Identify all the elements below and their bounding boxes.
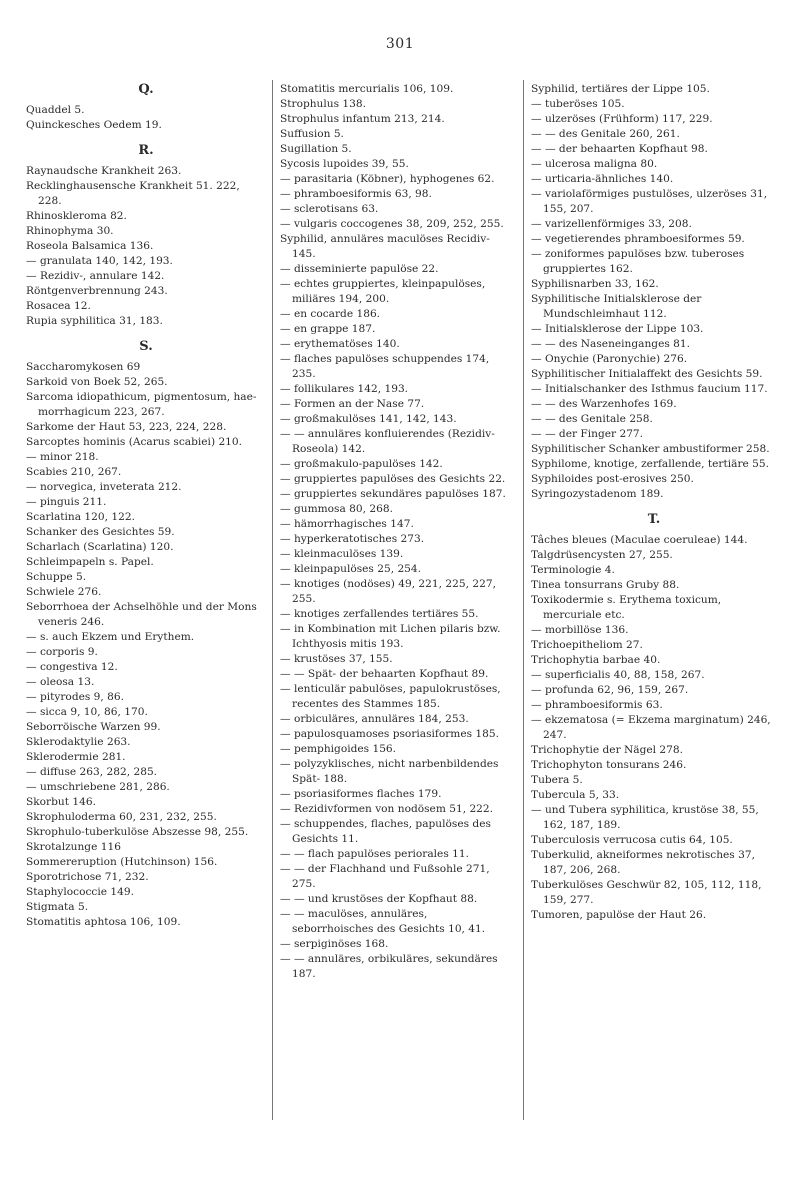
- index-entry: Syphilid, tertiäres der Lippe 105.: [531, 83, 710, 95]
- index-entry: Tuberkulid, akneiformes nekrotisches 37, 187, 206, 268.: [531, 849, 755, 876]
- index-entry: Tinea tonsurrans Gruby 88.: [531, 579, 680, 591]
- index-entry: Trichophytie der Nägel 278.: [531, 744, 683, 756]
- index-entry: — pityrodes 9, 86.: [26, 691, 124, 703]
- index-entry: — — Spät- der behaarten Kopfhaut 89.: [280, 668, 489, 680]
- index-entry: — hyperkeratotisches 273.: [280, 533, 425, 545]
- index-entry: — en cocarde 186.: [280, 308, 381, 320]
- index-entry: — — flach papulöses periorales 11.: [280, 848, 469, 860]
- index-entry: Trichoepitheliom 27.: [531, 639, 643, 651]
- index-entry: Syphilid, annuläres maculöses Recidiv- 145.: [280, 233, 490, 260]
- index-column-1: [26, 82, 266, 930]
- index-entry: Scabies 210, 267.: [26, 466, 122, 478]
- index-entry: — flaches papulöses schuppendes 174, 235.: [280, 353, 490, 380]
- index-entry: — — maculöses, annuläres, seborrhoisches des Gesichts 10, 41.: [280, 908, 486, 935]
- index-entry: Schuppe 5.: [26, 571, 87, 583]
- index-entry: — en grappe 187.: [280, 323, 376, 335]
- index-entry: Tubercula 5, 33.: [531, 789, 620, 801]
- index-entry: — — der Finger 277.: [531, 428, 644, 440]
- index-entry: Scharlach (Scarlatina) 120.: [26, 541, 174, 553]
- index-entry: — vulgaris coccogenes 38, 209, 252, 255.: [280, 218, 504, 230]
- column-divider: [523, 80, 524, 1120]
- index-entry: — corporis 9.: [26, 646, 98, 658]
- index-entry: — sicca 9, 10, 86, 170.: [26, 706, 148, 718]
- index-entry: Syphilisnarben 33, 162.: [531, 278, 659, 290]
- index-entry: Recklinghausensche Krankheit 51. 222, 228.: [26, 180, 240, 207]
- index-entry: Syphilome, knotige, zerfallende, tertiäre 55.: [531, 458, 770, 470]
- index-entry: — granulata 140, 142, 193.: [26, 255, 173, 267]
- index-entry: Suffusion 5.: [280, 128, 344, 140]
- index-entry: — — des Warzenhofes 169.: [531, 398, 677, 410]
- index-entry: Roseola Balsamica 136.: [26, 240, 154, 252]
- index-entry: — sclerotisans 63.: [280, 203, 379, 215]
- index-entry: Skrophulo-tuberkulöse Abszesse 98, 255.: [26, 826, 249, 838]
- index-entry: Syphiloides post-erosives 250.: [531, 473, 694, 485]
- index-entry: — echtes gruppiertes, kleinpapulöses, miliäres 194, 200.: [280, 278, 486, 305]
- page-number: 301: [385, 36, 415, 52]
- index-entry: — — des Naseneinganges 81.: [531, 338, 690, 350]
- index-entry: Tumoren, papulöse der Haut 26.: [531, 909, 707, 921]
- index-entry: Sarcoma idiopathicum, pigmentosum, hae-morrhagicum 223, 267.: [26, 391, 257, 418]
- index-entry: — schuppendes, flaches, papulöses des Gesichts 11.: [280, 818, 491, 845]
- index-entry: — — des Genitale 258.: [531, 413, 653, 425]
- column-divider: [272, 80, 273, 1120]
- index-entry: Quaddel 5.: [26, 104, 85, 116]
- index-entry: Schleimpapeln s. Papel.: [26, 556, 154, 568]
- index-entry: — erythematöses 140.: [280, 338, 400, 350]
- index-entry: — profunda 62, 96, 159, 267.: [531, 684, 689, 696]
- index-entry: Scarlatina 120, 122.: [26, 511, 135, 523]
- index-column-3: [531, 82, 777, 923]
- index-entry: Terminologie 4.: [531, 564, 615, 576]
- index-entry: Skorbut 146.: [26, 796, 96, 808]
- index-entry: — — annuläres, orbikuläres, sekundäres 187.: [280, 953, 498, 980]
- index-entry: — papulosquamoses psoriasiformes 185.: [280, 728, 499, 740]
- index-entry: — phramboesiformis 63, 98.: [280, 188, 432, 200]
- index-entry: — pemphigoides 156.: [280, 743, 397, 755]
- index-entry: Stomatitis aphtosa 106, 109.: [26, 916, 181, 928]
- index-entry: — orbiculäres, annuläres 184, 253.: [280, 713, 469, 725]
- index-entry: — zoniformes papulöses bzw. tuberoses gruppiertes 162.: [531, 248, 745, 275]
- index-entry: Sklerodermie 281.: [26, 751, 126, 763]
- index-entry: Talgdrüsencysten 27, 255.: [531, 549, 673, 561]
- index-entry: — gruppiertes papulöses des Gesichts 22.: [280, 473, 506, 485]
- index-entry: — gummosa 80, 268.: [280, 503, 393, 515]
- index-entry: Quinckesches Oedem 19.: [26, 119, 162, 131]
- index-entry: Trichophytia barbae 40.: [531, 654, 661, 666]
- index-entry: — ulcerosa maligna 80.: [531, 158, 658, 170]
- index-entry: Rhinoskleroma 82.: [26, 210, 127, 222]
- index-entry: Seborröische Warzen 99.: [26, 721, 161, 733]
- index-entry: Tâches bleues (Maculae coeruleae) 144.: [531, 534, 748, 546]
- index-entry: — pinguis 211.: [26, 496, 107, 508]
- index-entry: Saccharomykosen 69: [26, 361, 141, 373]
- index-entry: Sycosis lupoides 39, 55.: [280, 158, 409, 170]
- index-entry: Syphilitischer Schanker ambustiformer 258.: [531, 443, 770, 455]
- index-entry: — kleinpapulöses 25, 254.: [280, 563, 422, 575]
- index-entry: — morbillöse 136.: [531, 624, 629, 636]
- index-entry: — vegetierendes phramboesiformes 59.: [531, 233, 745, 245]
- index-entry: Staphylococcie 149.: [26, 886, 134, 898]
- index-entry: — tuberöses 105.: [531, 98, 625, 110]
- section-letter: S.: [139, 339, 153, 354]
- index-entry: — — annuläres konfluierendes (Rezidiv-Roseola) 142.: [280, 428, 495, 455]
- index-entry: Syphilitische Initialsklerose der Mundschleimhaut 112.: [531, 293, 702, 320]
- index-entry: — s. auch Ekzem und Erythem.: [26, 631, 195, 643]
- index-entry: — follikulares 142, 193.: [280, 383, 409, 395]
- index-entry: — variolaförmiges pustulöses, ulzeröses 31, 155, 207.: [531, 188, 768, 215]
- index-entry: — psoriasiformes flaches 179.: [280, 788, 442, 800]
- index-entry: — lenticulär pabulöses, papulokrustöses, recentes des Stammes 185.: [280, 683, 501, 710]
- section-letter: T.: [647, 512, 661, 527]
- index-entry: — norvegica, inveterata 212.: [26, 481, 182, 493]
- index-entry: — polyzyklisches, nicht narbenbildendes Spät- 188.: [280, 758, 499, 785]
- index-entry: Rupia syphilitica 31, 183.: [26, 315, 163, 327]
- index-entry: — disseminierte papulöse 22.: [280, 263, 439, 275]
- index-entry: Seborrhoea der Achselhöhle und der Mons veneris 246.: [26, 601, 257, 628]
- index-entry: — gruppiertes sekundäres papulöses 187.: [280, 488, 506, 500]
- index-entry: Rhinophyma 30.: [26, 225, 114, 237]
- index-entry: — knotiges (nodöses) 49, 221, 225, 227, 255.: [280, 578, 496, 605]
- index-entry: — varizellenförmiges 33, 208.: [531, 218, 692, 230]
- index-entry: Stigmata 5.: [26, 901, 89, 913]
- index-entry: — ulzeröses (Frühform) 117, 229.: [531, 113, 713, 125]
- index-entry: — hämorrhagisches 147.: [280, 518, 414, 530]
- index-entry: — großmakulöses 141, 142, 143.: [280, 413, 457, 425]
- index-entry: — krustöses 37, 155.: [280, 653, 393, 665]
- index-entry: — oleosa 13.: [26, 676, 95, 688]
- index-entry: — ekzematosa (= Ekzema marginatum) 246, 247.: [531, 714, 771, 741]
- index-entry: — congestiva 12.: [26, 661, 118, 673]
- index-entry: Tuberculosis verrucosa cutis 64, 105.: [531, 834, 733, 846]
- index-entry: — — und krustöses der Kopfhaut 88.: [280, 893, 478, 905]
- index-entry: Syphilitischer Initialaffekt des Gesichts 59.: [531, 368, 763, 380]
- index-entry: — Rezidiv-, annulare 142.: [26, 270, 165, 282]
- index-entry: Strophulus infantum 213, 214.: [280, 113, 445, 125]
- index-entry: — parasitaria (Köbner), hyphogenes 62.: [280, 173, 495, 185]
- index-entry: — — der behaarten Kopfhaut 98.: [531, 143, 708, 155]
- index-entry: Röntgenverbrennung 243.: [26, 285, 168, 297]
- index-entry: Sporotrichose 71, 232.: [26, 871, 149, 883]
- index-entry: Sarkoid von Boek 52, 265.: [26, 376, 168, 388]
- section-letter: Q.: [138, 82, 154, 97]
- index-entry: — — des Genitale 260, 261.: [531, 128, 680, 140]
- index-entry: Skrotalzunge 116: [26, 841, 121, 853]
- index-entry: — serpiginöses 168.: [280, 938, 389, 950]
- index-entry: — in Kombination mit Lichen pilaris bzw. Ichthyosis mitis 193.: [280, 623, 501, 650]
- index-entry: — knotiges zerfallendes tertiäres 55.: [280, 608, 479, 620]
- index-entry: — Formen an der Nase 77.: [280, 398, 425, 410]
- index-entry: Sommereruption (Hutchinson) 156.: [26, 856, 218, 868]
- index-entry: — kleinmaculöses 139.: [280, 548, 404, 560]
- index-entry: Trichophyton tonsurans 246.: [531, 759, 687, 771]
- index-entry: — minor 218.: [26, 451, 99, 463]
- index-entry: — großmakulo-papulöses 142.: [280, 458, 443, 470]
- index-entry: — Initialschanker des Isthmus faucium 117.: [531, 383, 768, 395]
- index-entry: Schwiele 276.: [26, 586, 102, 598]
- section-letter: R.: [138, 143, 154, 158]
- index-entry: Toxikodermie s. Erythema toxicum, mercuriale etc.: [531, 594, 722, 621]
- index-entry: — phramboesiformis 63.: [531, 699, 663, 711]
- index-entry: Raynaudsche Krankheit 263.: [26, 165, 182, 177]
- index-entry: Sklerodaktylie 263.: [26, 736, 131, 748]
- index-entry: — superficialis 40, 88, 158, 267.: [531, 669, 705, 681]
- index-entry: — — der Flachhand und Fußsohle 271, 275.: [280, 863, 490, 890]
- index-entry: — Rezidivformen von nodösem 51, 222.: [280, 803, 494, 815]
- index-entry: Stomatitis mercurialis 106, 109.: [280, 83, 454, 95]
- index-entry: — umschriebene 281, 286.: [26, 781, 170, 793]
- index-entry: Sarcoptes hominis (Acarus scabiei) 210.: [26, 436, 243, 448]
- index-entry: Tuberkulöses Geschwür 82, 105, 112, 118, 159, 277.: [531, 879, 762, 906]
- index-entry: Strophulus 138.: [280, 98, 366, 110]
- index-entry: Rosacea 12.: [26, 300, 91, 312]
- index-entry: — und Tubera syphilitica, krustöse 38, 55, 162, 187, 189.: [531, 804, 759, 831]
- index-entry: Tubera 5.: [531, 774, 583, 786]
- index-entry: Sarkome der Haut 53, 223, 224, 228.: [26, 421, 227, 433]
- index-entry: — urticaria-ähnliches 140.: [531, 173, 674, 185]
- index-entry: Schanker des Gesichtes 59.: [26, 526, 175, 538]
- index-entry: — diffuse 263, 282, 285.: [26, 766, 158, 778]
- index-entry: — Onychie (Paronychie) 276.: [531, 353, 688, 365]
- index-entry: — Initialsklerose der Lippe 103.: [531, 323, 704, 335]
- index-column-2: [280, 82, 512, 982]
- index-entry: Sugillation 5.: [280, 143, 352, 155]
- index-entry: Skrophuloderma 60, 231, 232, 255.: [26, 811, 217, 823]
- index-entry: Syringozystadenom 189.: [531, 488, 664, 500]
